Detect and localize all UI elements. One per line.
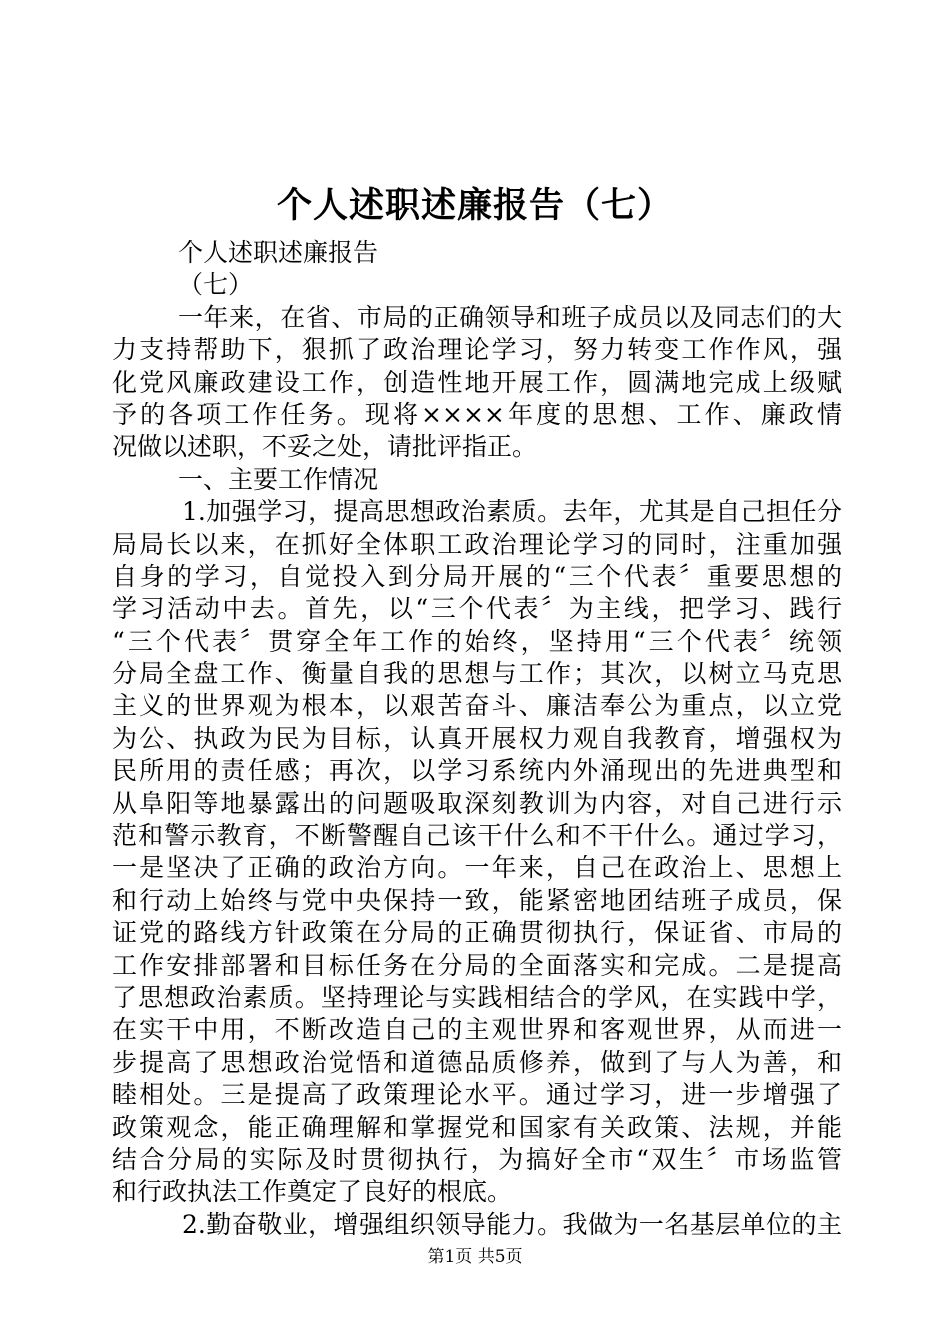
body-line: 和行政执法工作奠定了良好的根底。	[112, 1177, 513, 1207]
body-line: 学习活动中去。首先，以“三个代表〞为主线，把学习、践行	[112, 594, 842, 624]
body-line: 自身的学习，自觉投入到分局开展的“三个代表〞重要思想的	[112, 561, 842, 591]
body-line: （七）	[178, 270, 254, 300]
body-line: 民所用的责任感；再次，以学习系统内外涌现出的先进典型和	[112, 756, 842, 786]
body-line: 证党的路线方针政策在分局的正确贯彻执行，保证省、市局的	[112, 918, 842, 948]
body-line: 一是坚决了正确的政治方向。一年来，自己在政治上、思想上	[112, 853, 842, 883]
body-line: 政策观念，能正确理解和掌握党和国家有关政策、法规，并能	[112, 1112, 842, 1142]
body-line: 睦相处。三是提高了政策理论水平。通过学习，进一步增强了	[112, 1080, 842, 1110]
body-line: 分局全盘工作、衡量自我的思想与工作；其次，以树立马克思	[112, 659, 842, 689]
document-title: 个人述职述廉报告（七）	[276, 185, 673, 226]
body-line: 2.勤奋敬业，增强组织领导能力。我做为一名基层单位的主	[182, 1209, 842, 1239]
body-line: 步提高了思想政治觉悟和道德品质修养，做到了与人为善，和	[112, 1047, 842, 1077]
page-footer: 第1页 共5页	[427, 1247, 523, 1267]
body-line: 和行动上始终与党中央保持一致，能紧密地团结班子成员，保	[112, 885, 842, 915]
body-line: 力支持帮助下，狠抓了政治理论学习，努力转变工作作风，强	[112, 335, 842, 365]
body-line: 局局长以来，在抓好全体职工政治理论学习的同时，注重加强	[112, 529, 842, 559]
body-line: 一、主要工作情况	[178, 464, 379, 494]
body-line: 为公、执政为民为目标，认真开展权力观自我教育，增强权为	[112, 723, 842, 753]
body-line: 予的各项工作任务。现将××××年度的思想、工作、廉政情	[112, 399, 842, 429]
body-line: 个人述职述廉报告	[178, 238, 379, 267]
body-line: 从阜阳等地暴露出的问题吸取深刻教训为内容，对自己进行示	[112, 788, 842, 818]
body-line: 1.加强学习，提高思想政治素质。去年，尤其是自己担任分	[182, 497, 842, 527]
body-line: 主义的世界观为根本，以艰苦奋斗、廉洁奉公为重点，以立党	[112, 691, 842, 721]
body-line: 在实干中用，不断改造自己的主观世界和客观世界，从而进一	[112, 1015, 842, 1045]
body-line: 范和警示教育，不断警醒自己该干什么和不干什么。通过学习，	[112, 821, 842, 851]
document-body	[112, 237, 842, 1241]
body-line: 一年来，在省、市局的正确领导和班子成员以及同志们的大	[178, 302, 842, 332]
body-line: 了思想政治素质。坚持理论与实践相结合的学风，在实践中学，	[112, 982, 842, 1012]
body-line: “三个代表〞贯穿全年工作的始终，坚持用“三个代表〞统领	[112, 626, 842, 656]
body-line: 况做以述职，不妥之处，请批评指正。	[112, 432, 538, 462]
body-line: 化党风廉政建设工作，创造性地开展工作，圆满地完成上级赋	[112, 367, 842, 397]
body-line: 结合分局的实际及时贯彻执行，为搞好全市“双生〞市场监管	[112, 1144, 842, 1174]
body-line: 工作安排部署和目标任务在分局的全面落实和完成。二是提高	[112, 950, 842, 980]
